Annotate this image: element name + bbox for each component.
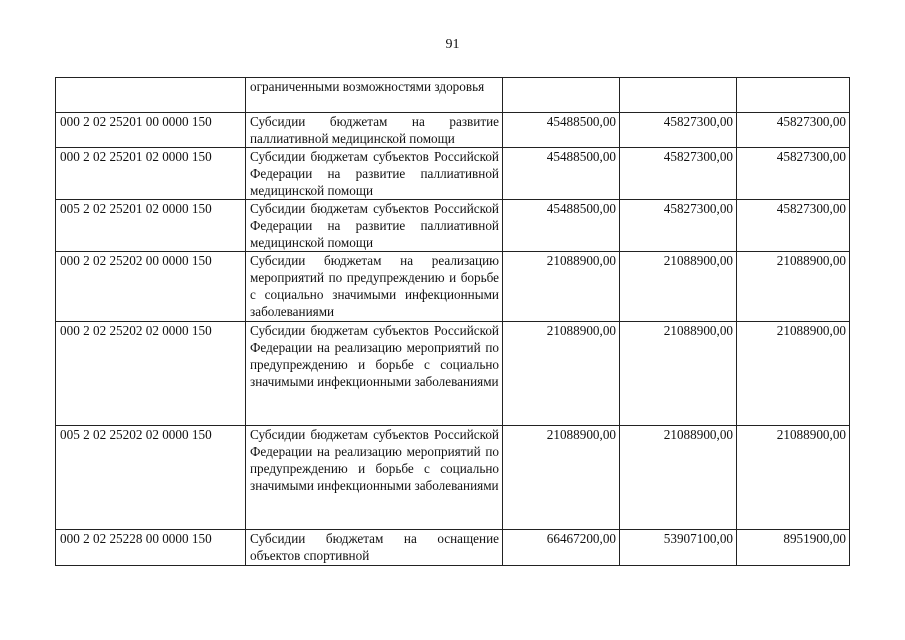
- value-cell-2: 45827300,00: [620, 148, 737, 200]
- name-cell: Субсидии бюджетам на оснащение объектов спортивной: [246, 530, 503, 566]
- table-row: [56, 113, 850, 148]
- name-cell: Субсидии бюджетам субъектов Российской Федерации на реализацию мероприятий по предупреждению и борьбе с социально значимыми инфекционными заболеваниями: [246, 322, 503, 426]
- code-cell: 000 2 02 25201 00 0000 150: [56, 113, 246, 148]
- value-cell-3: 21088900,00: [737, 322, 850, 426]
- value-cell-3: 45827300,00: [737, 200, 850, 252]
- value-cell-3: [737, 78, 850, 113]
- table-row: [56, 200, 850, 252]
- value-cell-2: 21088900,00: [620, 426, 737, 530]
- page-number: 91: [445, 37, 460, 52]
- code-cell: 005 2 02 25202 02 0000 150: [56, 426, 246, 530]
- value-cell-1: [503, 78, 620, 113]
- value-cell-1: 45488500,00: [503, 200, 620, 252]
- name-cell: Субсидии бюджетам субъектов Российской Федерации на реализацию мероприятий по предупреждению и борьбе с социально значимыми инфекционными заболеваниями: [246, 426, 503, 530]
- name-cell: Субсидии бюджетам субъектов Российской Федерации на развитие паллиативной медицинской помощи: [246, 200, 503, 252]
- code-cell: 000 2 02 25201 02 0000 150: [56, 148, 246, 200]
- table-row: [56, 530, 850, 566]
- budget-revenue-table: [55, 77, 850, 566]
- table-row: [56, 322, 850, 426]
- value-cell-2: 53907100,00: [620, 530, 737, 566]
- value-cell-2: 21088900,00: [620, 322, 737, 426]
- name-cell: Субсидии бюджетам субъектов Российской Федерации на развитие паллиативной медицинской помощи: [246, 148, 503, 200]
- table-row: [56, 78, 850, 113]
- value-cell-1: 66467200,00: [503, 530, 620, 566]
- code-cell: [56, 78, 246, 113]
- value-cell-2: 45827300,00: [620, 113, 737, 148]
- value-cell-2: 45827300,00: [620, 200, 737, 252]
- name-cell: Субсидии бюджетам на реализацию мероприятий по предупреждению и борьбе с социально значимыми инфекционными заболеваниями: [246, 252, 503, 322]
- table-row: [56, 252, 850, 322]
- value-cell-3: 21088900,00: [737, 252, 850, 322]
- value-cell-2: 21088900,00: [620, 252, 737, 322]
- name-cell: Субсидии бюджетам на развитие паллиативной медицинской помощи: [246, 113, 503, 148]
- value-cell-3: 8951900,00: [737, 530, 850, 566]
- value-cell-3: 21088900,00: [737, 426, 850, 530]
- name-cell: ограниченными возможностями здоровья: [246, 78, 503, 113]
- value-cell-1: 21088900,00: [503, 252, 620, 322]
- value-cell-1: 45488500,00: [503, 113, 620, 148]
- value-cell-3: 45827300,00: [737, 148, 850, 200]
- value-cell-1: 45488500,00: [503, 148, 620, 200]
- value-cell-2: [620, 78, 737, 113]
- code-cell: 000 2 02 25202 02 0000 150: [56, 322, 246, 426]
- table-row: [56, 148, 850, 200]
- value-cell-3: 45827300,00: [737, 113, 850, 148]
- code-cell: 000 2 02 25228 00 0000 150: [56, 530, 246, 566]
- table-row: [56, 426, 850, 530]
- value-cell-1: 21088900,00: [503, 426, 620, 530]
- code-cell: 005 2 02 25201 02 0000 150: [56, 200, 246, 252]
- code-cell: 000 2 02 25202 00 0000 150: [56, 252, 246, 322]
- value-cell-1: 21088900,00: [503, 322, 620, 426]
